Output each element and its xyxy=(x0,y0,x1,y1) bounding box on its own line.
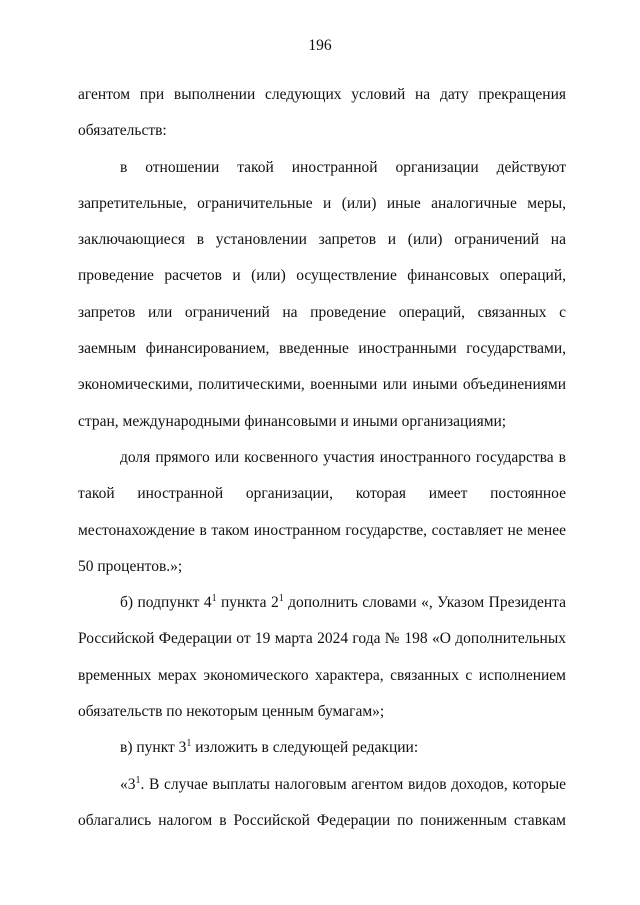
superscript: 1 xyxy=(135,774,141,786)
superscript: 1 xyxy=(278,593,284,605)
paragraph-continuation: агентом при выполнении следующих условий на дату прекращения обязательств: xyxy=(78,86,566,140)
paragraph-subclause-v xyxy=(78,730,566,766)
paragraph-new-clause-3-1 xyxy=(78,767,566,840)
document-body xyxy=(78,77,566,839)
subclause-b-text-c: дополнить словами «, Указом Президента Российской Федерации от 19 марта 2024 года № 198 «О дополнительных временных мерах экономического характера, связанных с исполнением обязательств по некоторым ценным бумагам»; xyxy=(78,594,566,721)
subclause-b-text-a: б) подпункт 4 xyxy=(120,594,212,612)
subclause-v-text-b: изложить в следующей редакции: xyxy=(191,739,419,757)
page-number: 196 xyxy=(308,37,332,54)
superscript: 1 xyxy=(211,593,217,605)
clause-3-1-text-b: . В случае выплаты налоговым агентом видов доходов, которые облагались налогом в Российской Федерации по пониженным ставкам xyxy=(78,775,566,829)
paragraph-state-share-condition: доля прямого или косвенного участия иностранного государства в такой иностранной организации, которая имеет постоянное местонахождение в таком иностранном государстве, составляет не менее 50 процентов.»; xyxy=(78,448,566,575)
superscript: 1 xyxy=(186,738,192,750)
subclause-b-text-b: пункта 2 xyxy=(216,594,279,612)
subclause-v-text-a: в) пункт 3 xyxy=(120,739,187,757)
paragraph-subclause-b xyxy=(78,585,566,730)
paragraph-sanctions-condition: в отношении такой иностранной организации действуют запретительные, ограничительные и (или) иные аналогичные меры, заключающиеся в установлении запретов и (или) ограничений на проведение расчетов и (или) осуществление финансовых операций, запретов или ограничений на проведение операций, связанных с заемным финансированием, введенные иностранными государствами, экономическими, политическими, военными или иными объединениями стран, международными финансовыми и иными организациями; xyxy=(78,158,566,430)
clause-3-1-text-a: «3 xyxy=(120,775,136,793)
